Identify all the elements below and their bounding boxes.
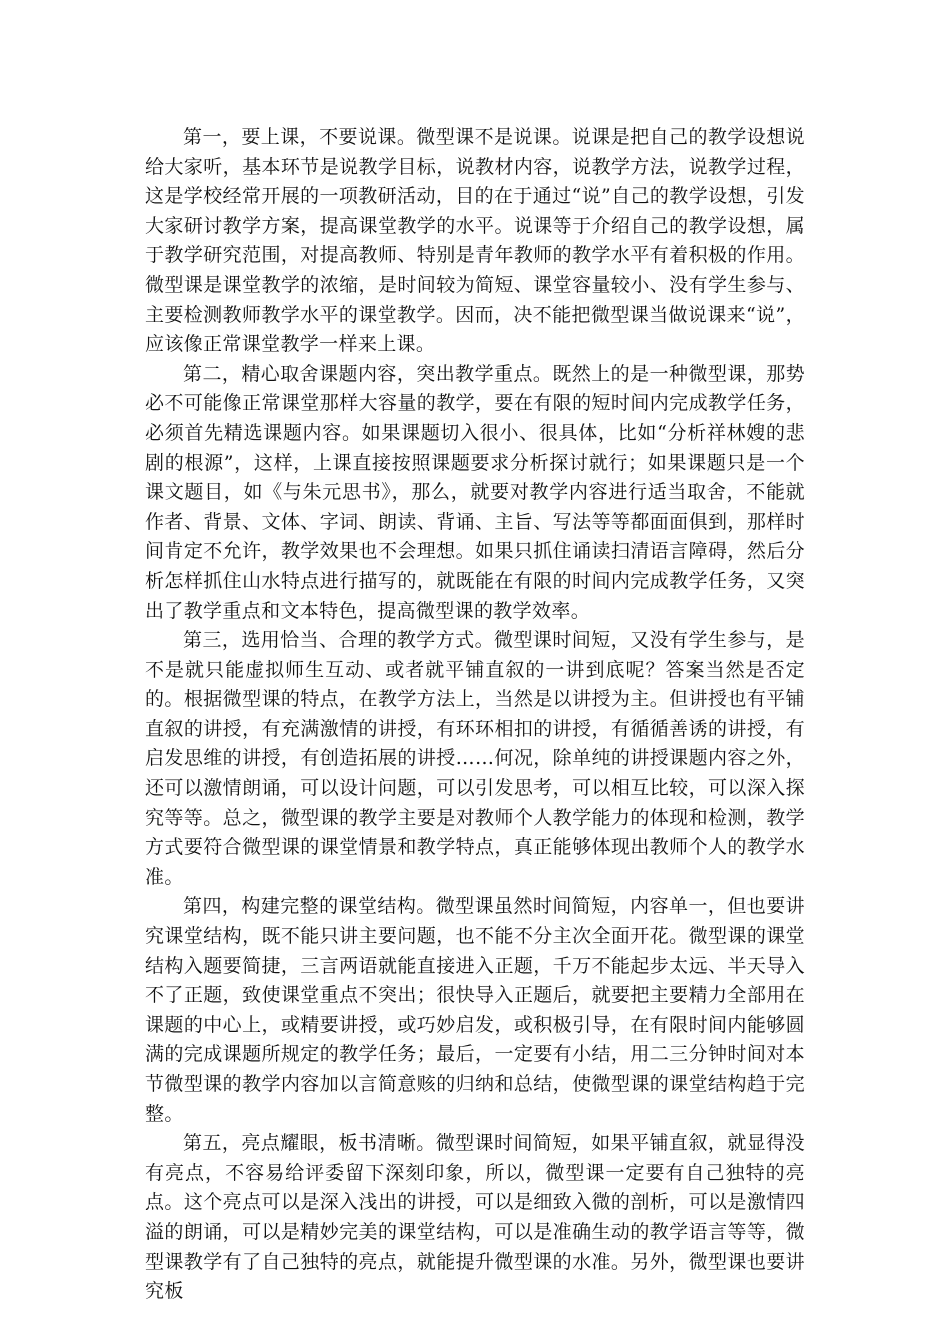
- paragraph-2: 第二，精心取舍课题内容，突出教学重点。既然上的是一种微型课，那势必不可能像正常课堂那样大容量的教学，要在有限的短时间内完成教学任务，必须首先精选课题内容。如果课题切入很小、很具体，比如“分析祥林嫂的悲剧的根源”，这样，上课直接按照课题要求分析探讨就行；如果课题只是一个课文题目，如《与朱元思书》，那么，就要对教学内容进行适当取舍，不能就作者、背景、文体、字词、朗读、背诵、主旨、写法等等都面面俱到，那样时间肯定不允许，教学效果也不会理想。如果只抓住诵读扫清语言障碍，然后分析怎样抓住山水特点进行描写的，就既能在有限的时间内完成教学任务，又突出了教学重点和文本特色，提高微型课的教学效率。: [145, 362, 805, 622]
- paragraph-3: 第三，选用恰当、合理的教学方式。微型课时间短，又没有学生参与，是不是就只能虚拟师生互动、或者就平铺直叙的一讲到底呢？答案当然是否定的。根据微型课的特点，在教学方法上，当然是以讲授为主。但讲授也有平铺直叙的讲授，有充满激情的讲授，有环环相扣的讲授，有循循善诱的讲授，有启发思维的讲授，有创造拓展的讲授……何况，除单纯的讲授课题内容之外，还可以激情朗诵，可以设计问题，可以引发思考，可以相互比较，可以深入探究等等。总之，微型课的教学主要是对教师个人教学能力的体现和检测，教学方式要符合微型课的课堂情景和教学特点，真正能够体现出教师个人的教学水准。: [145, 629, 805, 888]
- paragraph-1: 第一，要上课，不要说课。微型课不是说课。说课是把自己的教学设想说给大家听，基本环节是说教学目标，说教材内容，说教学方法，说教学过程，这是学校经常开展的一项教研活动，目的在于通过“说”自己的教学设想，引发大家研讨教学方案，提高课堂教学的水平。说课等于介绍自己的教学设想，属于教学研究范围，对提高教师、特别是青年教师的教学水平有着积极的作用。微型课是课堂教学的浓缩，是时间较为简短、课堂容量较小、没有学生参与、主要检测教师教学水平的课堂教学。因而，决不能把微型课当做说课来“说”，应该像正常课堂教学一样来上课。: [145, 126, 805, 356]
- paragraph-4: 第四，构建完整的课堂结构。微型课虽然时间简短，内容单一，但也要讲究课堂结构，既不能只讲主要问题，也不能不分主次全面开花。微型课的课堂结构入题要简捷，三言两语就能直接进入正题，千万不能起步太远、半天导入不了正题，致使课堂重点不突出；很快导入正题后，就要把主要精力全部用在课题的中心上，或精要讲授，或巧妙启发，或积极引导，在有限时间内能够圆满的完成课题所规定的教学任务；最后，一定要有小结，用二三分钟时间对本节微型课的教学内容加以言简意赅的归纳和总结，使微型课的课堂结构趋于完整。: [145, 895, 805, 1125]
- document-body: [145, 123, 805, 1307]
- paragraph-5: 第五，亮点耀眼，板书清晰。微型课时间简短，如果平铺直叙，就显得没有亮点，不容易给评委留下深刻印象，所以，微型课一定要有自己独特的亮点。这个亮点可以是深入浅出的讲授，可以是细致入微的剖析，可以是激情四溢的朗诵，可以是精妙完美的课堂结构，可以是准确生动的教学语言等等，微型课教学有了自己独特的亮点，就能提升微型课的水准。另外，微型课也要讲究板: [145, 1132, 805, 1303]
